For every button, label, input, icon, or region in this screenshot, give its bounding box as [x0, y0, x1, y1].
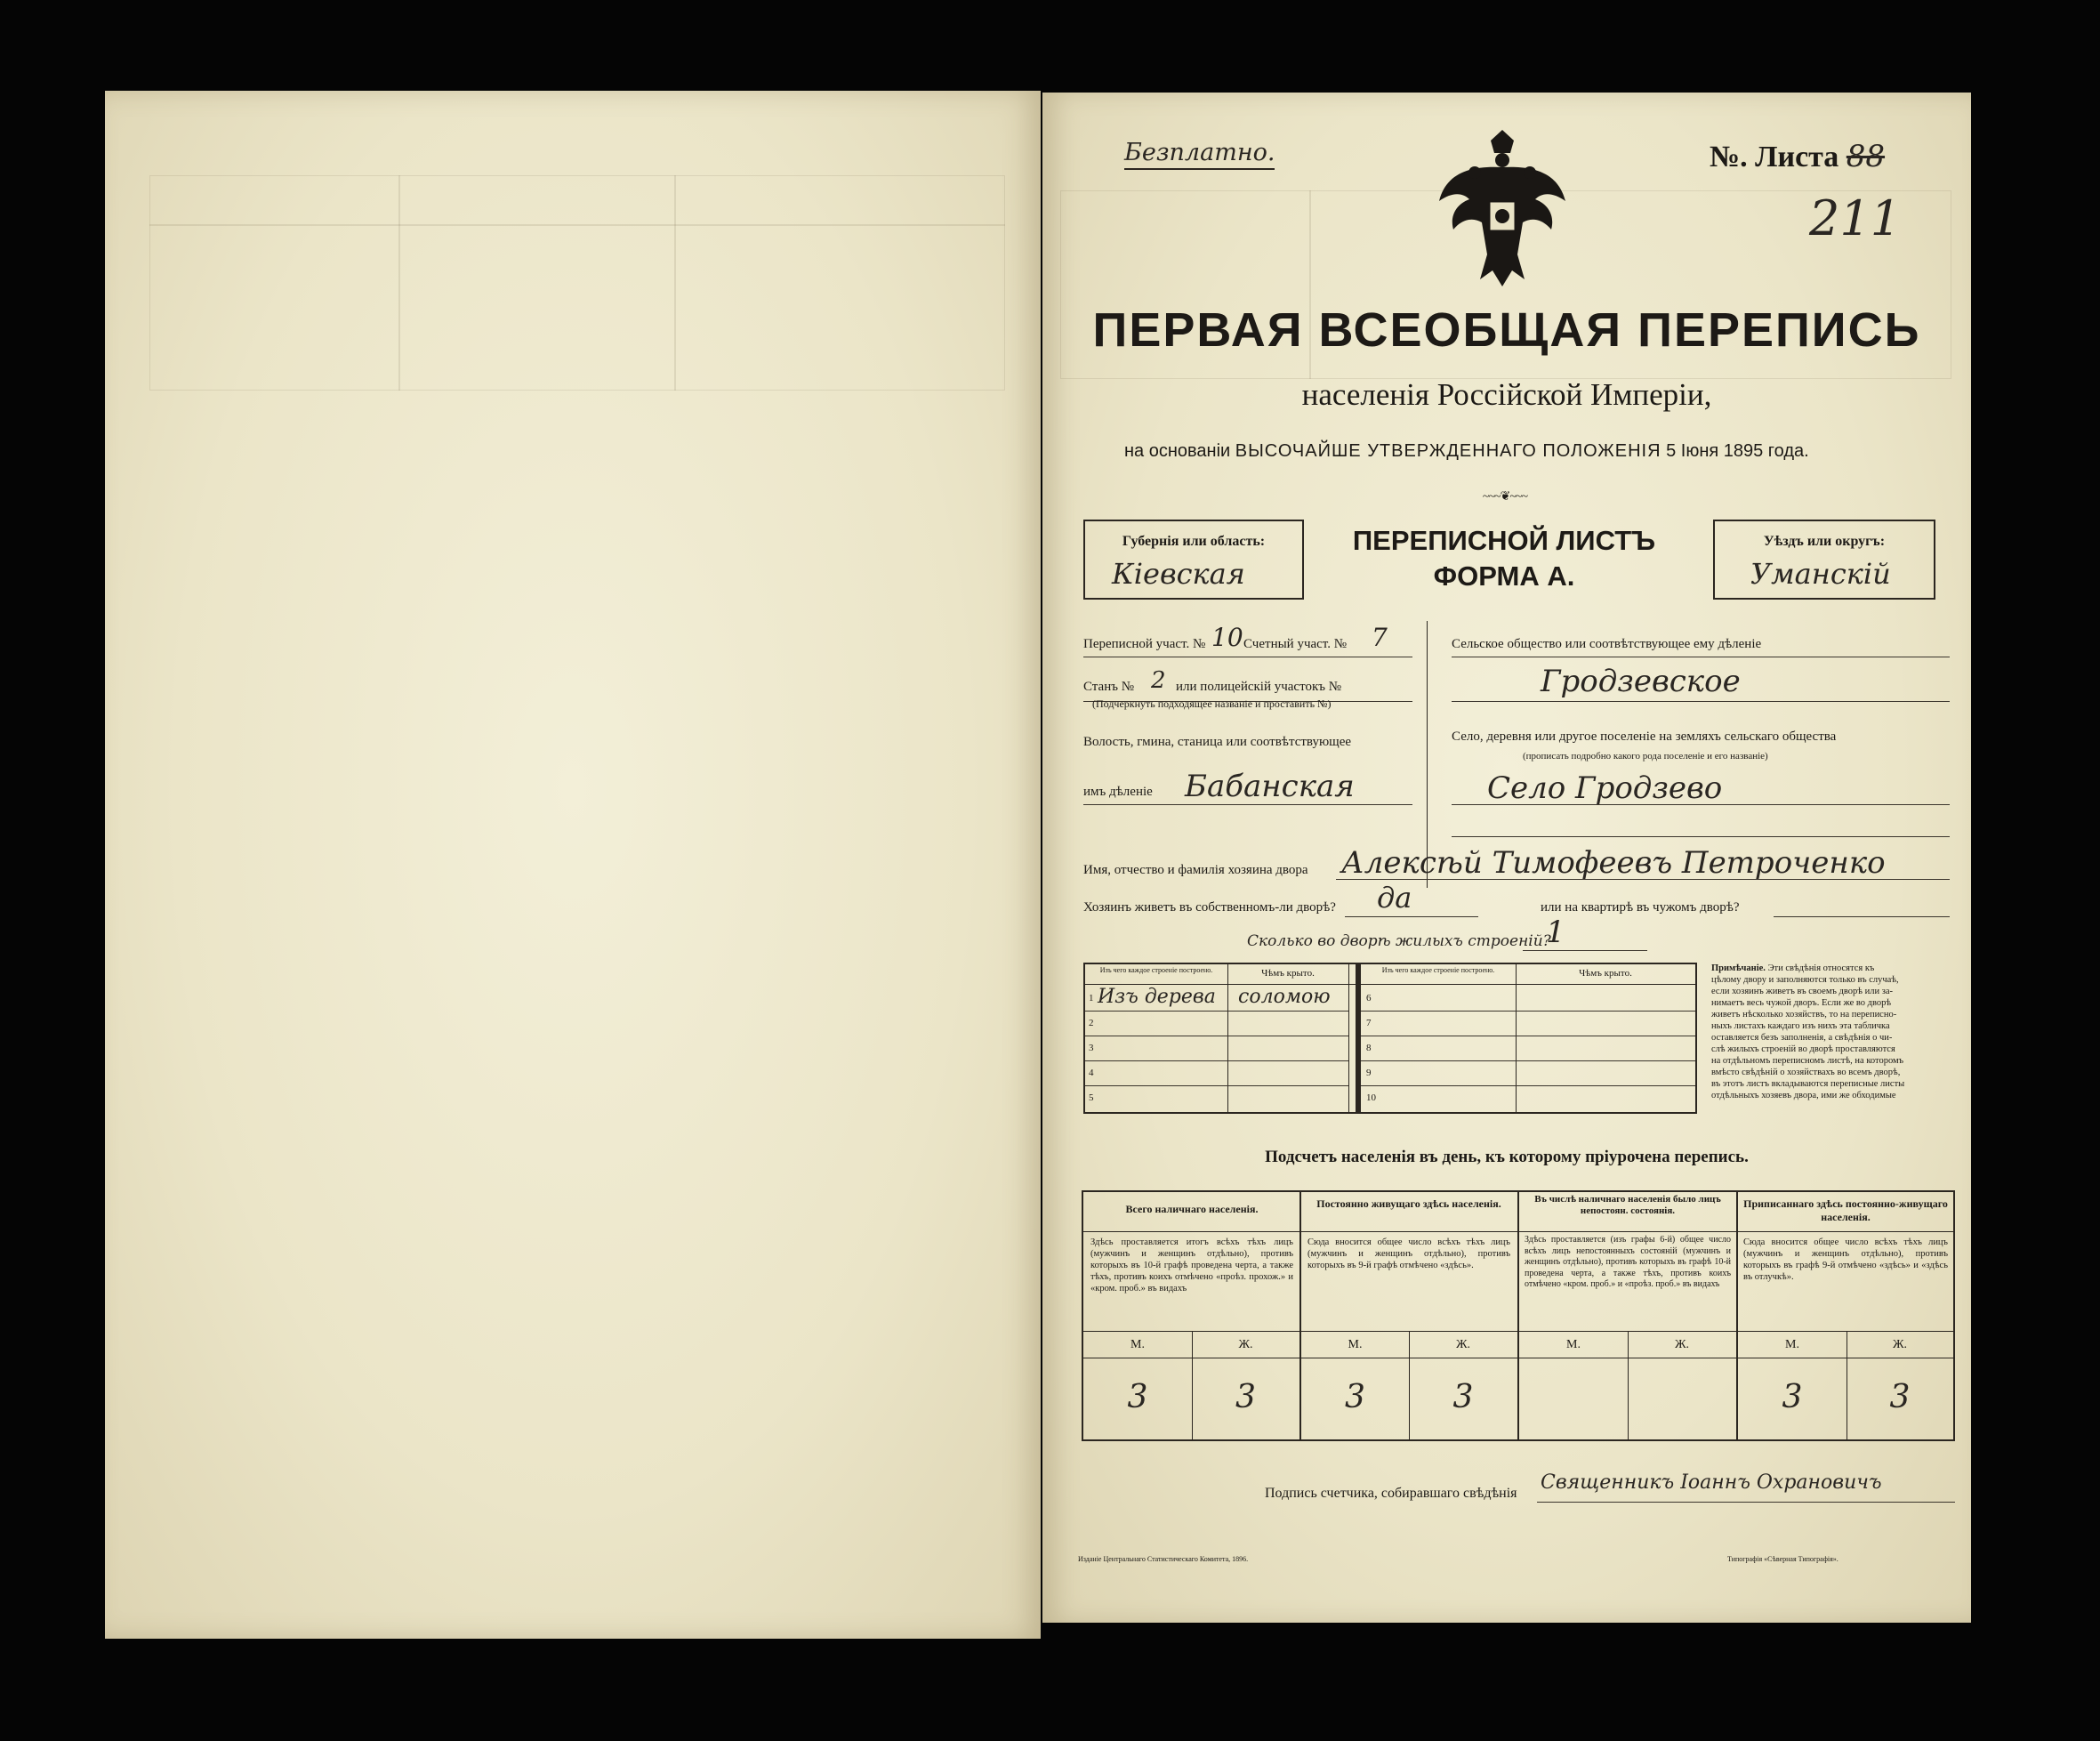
buildings-line — [1523, 950, 1647, 951]
uezd-label: Уѣздъ или округъ: — [1763, 534, 1886, 549]
police-label: или полицейскій участокъ № — [1176, 680, 1342, 694]
basis-date: 5 Іюня 1895 года. — [1666, 441, 1809, 461]
table-row — [1361, 1036, 1695, 1061]
row-number: 4 — [1089, 1068, 1094, 1078]
double-headed-eagle-emblem — [1436, 130, 1569, 288]
row-number: 2 — [1089, 1018, 1094, 1028]
note-line: отдѣльныхъ хозяевъ двора, ими же обходимые — [1711, 1091, 1896, 1100]
buildings-label: Сколько во дворѣ жилыхъ строеній? — [1247, 932, 1551, 950]
female-label: Ж. — [1892, 1338, 1908, 1351]
male-label: М. — [1785, 1338, 1799, 1351]
female-label: Ж. — [1674, 1338, 1690, 1351]
row-material: Изъ дерева — [1098, 986, 1216, 1008]
census-area-label: Переписной участ. № — [1083, 637, 1206, 651]
ghost-table-line — [674, 175, 676, 391]
summary-col-header: Всего наличнаго населенія. — [1125, 1203, 1259, 1215]
ghost-table-line — [398, 175, 400, 391]
sheet-number-old: 88 — [1846, 139, 1886, 174]
note-line: оставляется безъ заполненія, а свѣдѣнія о чи- — [1711, 1033, 1893, 1043]
summary-col-desc: Сюда вносится общее число всѣхъ тѣхъ лицъ (мужчинъ и женщинъ отдѣльно), противъ которыхъ въ графѣ 9-й отмѣчено «здѣсь» и «здѣсь въ отлучкѣ». — [1743, 1237, 1948, 1282]
table-row — [1361, 1011, 1695, 1036]
male-label: М. — [1348, 1338, 1363, 1351]
note-line: если хозяинъ живетъ въ своемъ дворѣ или за- — [1711, 987, 1894, 996]
footer-right: Типографія «Сѣверная Типографія». — [1727, 1555, 1839, 1563]
note-line: въ этотъ листъ вкладываются переписные листы — [1711, 1079, 1905, 1089]
row-roof: соломою — [1238, 986, 1331, 1008]
village-line-1 — [1452, 804, 1950, 805]
ornament-divider: ~~~❦~~~ — [1482, 490, 1528, 504]
table-row — [1085, 1060, 1348, 1086]
summary-table — [1082, 1190, 1955, 1441]
volost-value: Бабанская — [1185, 769, 1355, 804]
sheet-number-new: 211 — [1809, 190, 1902, 246]
note-line: слѣ жилыхъ строеній во дворѣ проставляются — [1711, 1044, 1895, 1054]
note-line: живетъ нѣсколько хозяйствъ, то на переписно- — [1711, 1010, 1897, 1020]
row-number: 9 — [1366, 1068, 1372, 1078]
uezd-value: Уманскій — [1750, 557, 1891, 591]
gubernia-box — [1083, 520, 1304, 600]
col-roof-right: Чѣмъ крыто. — [1579, 968, 1632, 979]
summary-col-divider — [1517, 1192, 1519, 1439]
table-row — [1085, 986, 1348, 1012]
owner-label: Имя, отчество и фамилія хозяина двора — [1083, 863, 1308, 877]
basis-line — [1124, 441, 1809, 462]
note-line: на отдѣльномъ переписномъ листѣ, на которомъ — [1711, 1056, 1904, 1066]
male-count: 3 — [1127, 1379, 1148, 1415]
summary-desc-line — [1083, 1331, 1953, 1332]
summary-col-header: Постоянно живущаго здѣсь населенія. — [1316, 1197, 1501, 1210]
note-line: вмѣсто свѣдѣній о хозяйствахъ во всемъ дворѣ, — [1711, 1068, 1901, 1077]
stan-value: 2 — [1151, 667, 1166, 694]
note-line: нимаетъ весь чужой дворъ. Если же во дворѣ — [1711, 998, 1892, 1008]
census-title: ПЕРВАЯ ВСЕОБЩАЯ ПЕРЕПИСЬ — [1092, 303, 1921, 357]
row-number: 10 — [1366, 1092, 1376, 1103]
society-value: Гродзевское — [1541, 664, 1741, 699]
form-title: ФОРМА А. — [1433, 560, 1575, 592]
table-row — [1361, 986, 1695, 1012]
sheet-number — [1710, 139, 1885, 174]
basis-caps: ВЫСОЧАЙШЕ УТВЕРЖДЕННАГО ПОЛОЖЕНІЯ — [1235, 441, 1661, 461]
ghost-table — [149, 175, 1005, 391]
table-row — [1085, 1085, 1348, 1110]
summary-col-desc: Сюда вносится общее число всѣхъ тѣхъ лицъ (мужчинъ и женщинъ отдѣльно), противъ которыхъ въ 9-й графѣ отмѣчено «здѣсь». — [1307, 1237, 1510, 1270]
gubernia-value: Кіевская — [1112, 557, 1245, 591]
own-yard-value: да — [1377, 881, 1412, 915]
own-yard-line — [1345, 916, 1478, 917]
summary-header-line — [1083, 1231, 1953, 1232]
uezd-box — [1713, 520, 1935, 600]
female-count: 3 — [1452, 1379, 1474, 1415]
left-page — [105, 91, 1041, 1639]
row-number: 1 — [1089, 993, 1094, 1003]
note-block — [1711, 963, 1966, 1101]
buildings-value: 1 — [1546, 915, 1565, 950]
society-label: Сельское общество или соотвѣтствующее ему дѣленіе — [1452, 637, 1762, 651]
note-line: Эти свѣдѣнія относятся къ — [1767, 963, 1875, 973]
census-subtitle: населенія Россійской Имперіи, — [1301, 377, 1712, 412]
summary-col-header: Въ числѣ наличнаго населенія было лицъ непостоян. состоянія. — [1534, 1194, 1721, 1216]
volost-label: Волость, гмина, станица или соотвѣтствующее — [1083, 735, 1352, 749]
buildings-table — [1083, 963, 1697, 1114]
summary-col-header: Приписаннаго здѣсь постоянно-живущаго населенія. — [1743, 1197, 1948, 1223]
table-header-line — [1085, 984, 1695, 985]
male-count: 3 — [1782, 1379, 1803, 1415]
col-roof: Чѣмъ крыто. — [1261, 968, 1315, 979]
male-label: М. — [1130, 1338, 1145, 1351]
rent-label: или на квартирѣ въ чужомъ дворѣ? — [1541, 900, 1740, 915]
table-row — [1085, 1036, 1348, 1061]
col-material-right: Изъ чего каждое строеніе построено. — [1381, 966, 1495, 974]
village-note: (прописать подробно какого рода поселеніе и его названіе) — [1523, 751, 1768, 762]
volost-label-2: имъ дѣленіе — [1083, 785, 1153, 799]
count-area-label: Счетный участ. № — [1243, 637, 1348, 651]
table-row — [1361, 1060, 1695, 1086]
gubernia-label: Губернія или область: — [1122, 534, 1266, 549]
volost-line — [1083, 804, 1412, 805]
note-title: Примѣчаніе. — [1711, 963, 1766, 973]
sheet-number-label: №. Листа — [1710, 141, 1839, 173]
signature-label: Подпись счетчика, собиравшаго свѣдѣнія — [1265, 1486, 1517, 1501]
note-line: цѣлому двору и заполняются только въ случаѣ, — [1711, 975, 1899, 985]
village-label: Село, деревня или другое поселеніе на земляхъ сельскаго общества — [1452, 729, 1837, 744]
rent-line — [1774, 916, 1950, 917]
owner-line — [1336, 879, 1950, 880]
col-material: Изъ чего каждое строеніе построено. — [1099, 966, 1213, 974]
sheet-title: ПЕРЕПИСНОЙ ЛИСТЪ — [1352, 525, 1656, 556]
stan-label: Станъ № — [1083, 680, 1135, 694]
signature-line — [1537, 1502, 1955, 1503]
female-label: Ж. — [1455, 1338, 1471, 1351]
table-row — [1085, 1011, 1348, 1036]
society-line-2 — [1452, 701, 1950, 702]
footer-left: Изданіе Центральнаго Статистическаго Комитета, 1896. — [1078, 1555, 1249, 1563]
female-label: Ж. — [1238, 1338, 1253, 1351]
free-label: Безплатно. — [1124, 139, 1275, 170]
underline-note: (Подчеркнуть подходящее названіе и проставить №) — [1092, 697, 1332, 710]
row-number: 3 — [1089, 1043, 1094, 1053]
row-number: 7 — [1366, 1018, 1372, 1028]
census-area-value: 10 — [1211, 623, 1243, 652]
signature-value: Священникъ Іоаннъ Охрановичъ — [1541, 1471, 1882, 1494]
summary-title: Подсчетъ населенія въ день, къ которому пріурочена перепись. — [1265, 1148, 1749, 1166]
male-count: 3 — [1345, 1379, 1365, 1415]
male-label: М. — [1566, 1338, 1581, 1351]
own-yard-label: Хозяинъ живетъ въ собственномъ-ли дворѣ? — [1083, 900, 1336, 915]
female-count: 3 — [1889, 1379, 1911, 1415]
summary-col-desc: Здѣсь проставляется (изъ графы 6-й) общее число всѣхъ лицъ непостоянныхъ состояній (мужчинъ и женщинъ отдѣльно), противъ которыхъ въ графѣ 10-й проведена черта, а также тѣхъ, противъ коихъ отмѣчено «кром. проб.» и «проѣз. проб.» въ видахъ — [1525, 1235, 1731, 1289]
owner-value: Алексѣй Тимофеевъ Петроченко — [1341, 845, 1886, 881]
ghost-table-line — [149, 224, 1005, 226]
row-number: 5 — [1089, 1092, 1094, 1103]
table-row — [1361, 1085, 1695, 1110]
village-line-2 — [1452, 836, 1950, 837]
note-line: ныхъ листахъ каждаго изъ нихъ эта табличка — [1711, 1021, 1890, 1031]
row-number: 8 — [1366, 1043, 1372, 1053]
row-number: 6 — [1366, 993, 1372, 1003]
village-value: Село Гродзево — [1487, 770, 1723, 806]
right-page — [1042, 93, 1971, 1623]
table-divider — [1348, 964, 1349, 1112]
basis-prefix: на основаніи — [1124, 441, 1231, 461]
female-count: 3 — [1235, 1379, 1256, 1415]
count-area-value: 7 — [1372, 623, 1388, 652]
summary-col-desc: Здѣсь проставляется итогъ всѣхъ тѣхъ лицъ (мужчинъ и женщинъ отдѣльно), противъ которыхъ въ 10-й графѣ проведена черта, а также тѣхъ, противъ коихъ отмѣчено «проѣз. прохож.» и «кром. проб.» въ видахъ — [1090, 1237, 1293, 1294]
